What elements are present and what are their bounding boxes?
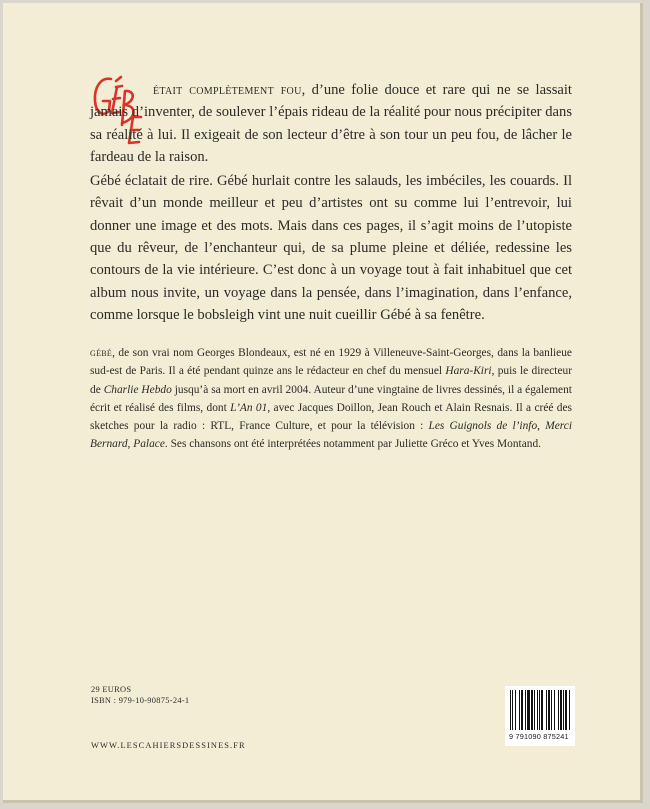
bio-text-2: , puis le directeur de (90, 365, 572, 396)
bio-text-7: . Ses chansons ont été interprétées notamment par Juliette Gréco et Yves Montand. (164, 438, 541, 451)
barcode (505, 686, 575, 746)
main-description (90, 79, 572, 326)
bio-merci-bernard: Merci Bernard (90, 420, 572, 451)
isbn-label: ISBN : 979-10-90875-24-1 (91, 696, 190, 705)
bio-text-3: jusqu’à sa mort en avril 2004. Auteur d’une vingtaine de livres dessinés, il a également écrit et réalisé des films, dont (90, 383, 572, 414)
author-biography (90, 344, 572, 454)
bio-name: gébé (90, 347, 113, 359)
intro-paragraph (90, 79, 572, 168)
intro-text: , d’une folie douce et rare qui ne se lassait jamais d’inventer, de soulever l’épais rideau de la réalité pour nous précipiter dans sa réalité à lui. Il exigeait de son lecteur d’être à son tour un peu fou, de lâcher le fardeau de la raison. (90, 82, 572, 165)
book-back-cover (3, 3, 643, 803)
price-label: 29 EUROS (91, 685, 132, 694)
bio-charlie-hebdo: Charlie Hebdo (103, 383, 172, 396)
bio-hara-kiri: Hara-Kiri (445, 365, 492, 378)
website-url: WWW.LESCAHIERSDESSINES.FR (91, 741, 246, 750)
bio-an-01: L’An 01 (230, 401, 268, 414)
intro-smallcaps: était complètement fou (153, 82, 302, 98)
second-paragraph: Gébé éclatait de rire. Gébé hurlait contre les salauds, les imbéciles, les couards. Il rêvait d’un monde meilleur et peu d’artistes ont su comme lui l’entrevoir, lui donner une image et des mots. Mais dans ces pages, il s’agit moins de l’utopiste que du rêveur, de l’enchanteur qui, de sa plume pleine et déliée, redessine les contours de la vie intérieure. C’est donc à un voyage tout à fait inhabituel que cet album nous invite, un voyage dans la pensée, dans l’imagination, dans l’enfance, comme lorsque le bobsleigh vint une nuit cueillir Gébé à sa fenêtre. (90, 173, 572, 323)
bio-text-1: , de son vrai nom Georges Blondeaux, est né en 1929 à Villeneuve-Saint-Georges, dans la banlieue sud-est de Paris. Il a été pendant quinze ans le rédacteur en chef du mensuel (90, 347, 572, 378)
bio-text-6: , (127, 438, 134, 451)
bio-palace: Palace (133, 438, 165, 451)
bio-text-4: , avec Jacques Doillon, Jean Rouch et Alain Resnais. Il a créé des sketches pour la radio : RTL, France Culture, et pour la télévision : (90, 401, 572, 433)
barcode-bars-icon (510, 690, 570, 732)
bio-guignols: Les Guignols de l’info (428, 420, 538, 433)
bio-text-5: , (537, 420, 546, 433)
barcode-digits: 9 791090 875241 (509, 732, 569, 741)
